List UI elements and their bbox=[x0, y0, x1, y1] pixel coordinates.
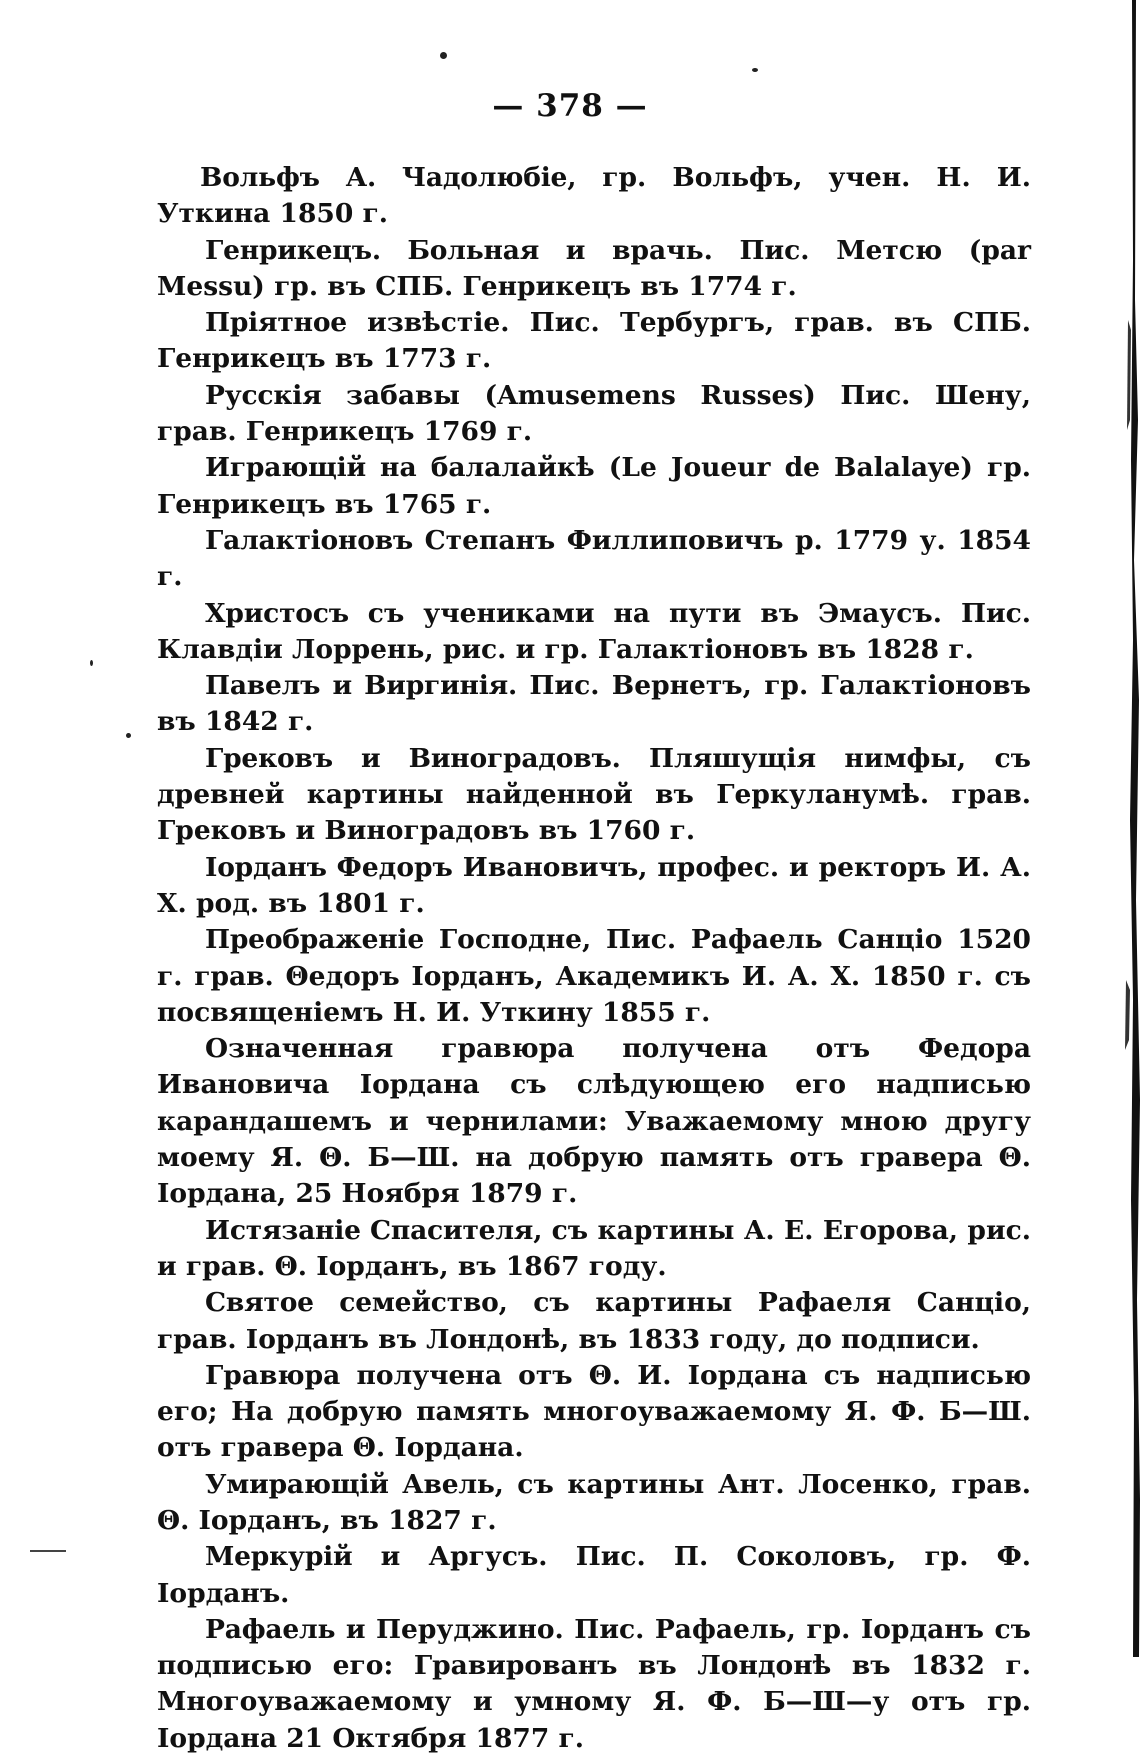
entry-text: гр. Вольфъ, учен. Н. И. Уткина 1850 г. bbox=[157, 162, 1031, 230]
catalog-entry bbox=[157, 1213, 1031, 1286]
entry-text: Пис. Вернетъ, гр. Галактіоновъ въ 1842 г. bbox=[157, 670, 1031, 738]
entry-heading: Вольфъ А. Чадолюбіе, bbox=[200, 162, 577, 193]
entry-heading: Меркурій bbox=[205, 1541, 353, 1573]
ink-speck bbox=[440, 52, 447, 59]
entry-text: и Аргусъ. Пис. П. Соколовъ, гр. Ф. Іорданъ. bbox=[157, 1541, 1031, 1609]
entry-heading: Христосъ bbox=[205, 597, 349, 629]
ink-speck bbox=[126, 733, 131, 738]
entry-text: и Перуджино. Пис. Рафаель, гр. Іорданъ съ подписью его: Гравированъ въ Лондонѣ въ 1832 г. Многоуважаемому и умному Я. Ф. Б—Ш—у отъ гр. Іордана 21 Октября 1877 г. bbox=[157, 1613, 1031, 1754]
ink-speck bbox=[752, 68, 758, 72]
entry-heading: Играющій bbox=[205, 452, 366, 484]
entry-heading: Истязаніе Спасителя, bbox=[205, 1214, 543, 1246]
entry-heading: Умирающій Авель, bbox=[205, 1468, 504, 1500]
catalog-entry bbox=[157, 378, 1031, 451]
catalog-entry bbox=[157, 305, 1031, 378]
catalog-entry bbox=[157, 523, 1031, 596]
catalog-entry bbox=[157, 922, 1031, 1031]
catalog-entry bbox=[157, 160, 1031, 233]
margin-mark bbox=[30, 1550, 66, 1552]
catalog-entry bbox=[157, 1467, 1031, 1540]
ink-speck bbox=[90, 660, 93, 666]
catalog-note bbox=[157, 1031, 1031, 1212]
entry-heading: Павелъ и Виргинія. bbox=[205, 670, 518, 702]
entry-heading: Русскія bbox=[205, 379, 322, 411]
entry-heading: Рафаель bbox=[205, 1613, 336, 1645]
entry-text: забавы (Amusemens Russes) Пис. Шену, грав. Генрикецъ 1769 г. bbox=[157, 379, 1031, 448]
scan-edge-shadow bbox=[1112, 0, 1140, 1657]
catalog-entry bbox=[157, 1285, 1031, 1358]
catalog-entry bbox=[157, 1612, 1031, 1757]
entry-text: съ учениками на пути въ Эмаусъ. Пис. Клавдіи Лоррень, рис. и гр. Галактіоновъ въ 1828 г. bbox=[157, 597, 1031, 665]
entry-heading: Генрикецъ. Больная bbox=[205, 234, 540, 266]
entry-text: Степанъ Филлиповичъ р. 1779 у. 1854 г. bbox=[157, 524, 1031, 593]
page-number: — 378 — bbox=[492, 88, 648, 124]
entry-text: Федоръ Ивановичъ, профес. и ректоръ И. А. Х. род. въ 1801 г. bbox=[157, 851, 1031, 919]
entry-heading: Грековъ и Виноградовъ. bbox=[205, 742, 621, 774]
catalog-entry bbox=[157, 850, 1031, 923]
entry-text: Гравюра получена отъ Θ. И. Іордана съ надписью его; На добрую память многоуважаемому Я. Ф. Б—Ш. отъ гравера Θ. Іордана. bbox=[157, 1359, 1031, 1464]
entry-heading: Галактіоновъ bbox=[205, 524, 414, 556]
entry-heading: Іорданъ bbox=[205, 851, 327, 883]
entry-heading: Святое семейство, bbox=[205, 1287, 508, 1319]
entry-text: съ картины А. Е. Егорова, рис. и грав. Θ. Іорданъ, въ 1867 году. bbox=[157, 1214, 1031, 1282]
entry-text: извѣстіе. Пис. Тербургъ, грав. въ СПБ. Генрикецъ въ 1773 г. bbox=[157, 307, 1031, 375]
entry-heading: Преображеніе bbox=[205, 924, 425, 956]
entry-text: на балалайкѣ (Le Joueur de Balalaye) гр. Генрикецъ въ 1765 г. bbox=[157, 452, 1031, 520]
catalog-entry bbox=[157, 1539, 1031, 1612]
entry-heading: Пріятное bbox=[205, 307, 347, 339]
entry-text: съ картины Ант. Лосенко, грав. Θ. Іорданъ, въ 1827 г. bbox=[157, 1468, 1031, 1536]
catalog-entry bbox=[157, 741, 1031, 850]
catalog-entry bbox=[157, 233, 1031, 306]
entry-text: Означенная гравюра получена отъ Федора Ивановича Іордана съ слѣдующею его надписью карандашемъ и чернилами: Уважаемому мною другу моему Я. Θ. Б—Ш. на добрую память отъ гравера Θ. Іордана, 25 Ноября 1879 г. bbox=[157, 1033, 1031, 1210]
catalog-text bbox=[157, 160, 1031, 1757]
entry-text: Пляшущія нимфы, съ древней картины найденной въ Геркуланумѣ. грав. Грековъ и Виноградовъ въ 1760 г. bbox=[157, 742, 1031, 847]
catalog-note bbox=[157, 1358, 1031, 1467]
entry-text: Господне, Пис. Рафаель Санціо 1520 г. грав. Θедоръ Іорданъ, Академикъ И. А. Х. 1850 г. съ посвященіемъ Н. И. Уткину 1855 г. bbox=[157, 924, 1031, 1028]
entry-text: съ картины Рафаеля Санціо, грав. Іорданъ въ Лондонѣ, въ 1833 году, до подписи. bbox=[157, 1287, 1032, 1355]
catalog-entry bbox=[157, 596, 1031, 669]
catalog-entry bbox=[157, 450, 1031, 523]
entry-text: и врачь. Пис. Метсю (par Messu) гр. въ СПБ. Генрикецъ въ 1774 г. bbox=[157, 234, 1031, 302]
catalog-entry bbox=[157, 668, 1031, 741]
